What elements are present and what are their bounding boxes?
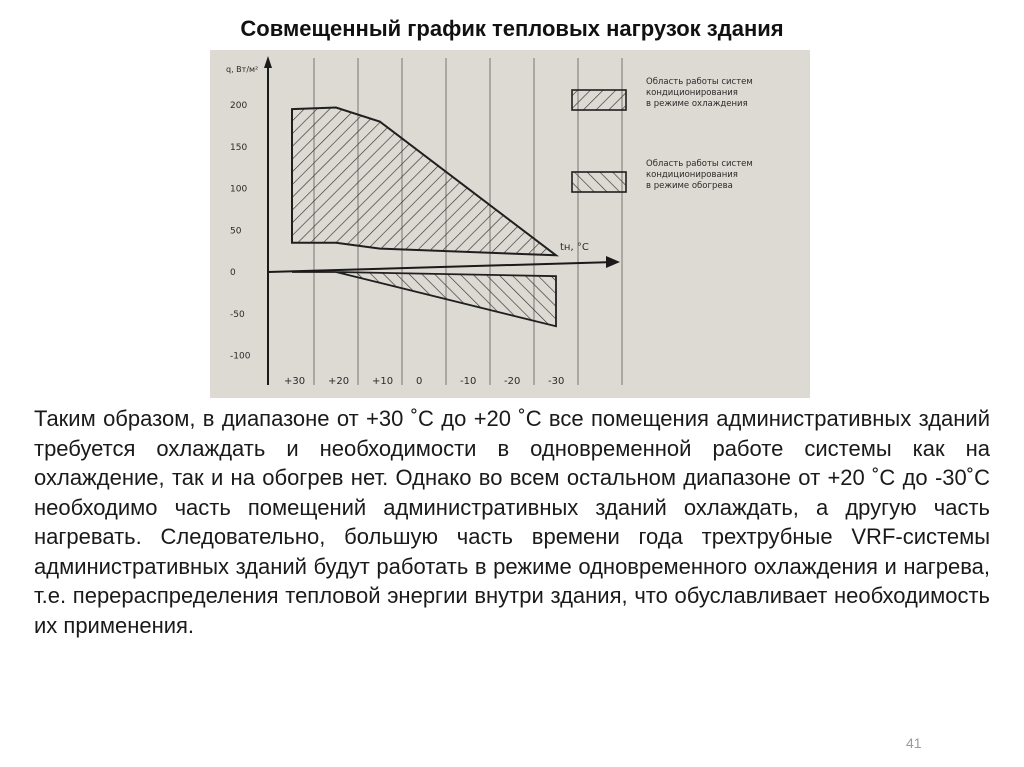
- x-tick-label: +10: [372, 376, 394, 387]
- x-tick-label: +30: [284, 376, 306, 387]
- slide-title: Совмещенный график тепловых нагрузок здания: [240, 16, 784, 41]
- body-paragraph: Таким образом, в диапазоне от +30 ˚С до +20 ˚С все помещения административных зданий требуется охлаждать и необходимости в одновременной работе системы как на охлаждение, так и на обогрев нет. Однако во всем остальном диапазоне от +20 ˚С до -30˚С необходимо часть помещений административных зданий охлаждать, а другую часть нагревать. Следовательно, большую часть времени года трехтрубные VRF-системы административных зданий будут работать в режиме одновременного охлаждения и нагрева, т.е. перераспределения тепловой энергии внутри здания, что обуславливает необходимость их применения.: [34, 406, 990, 638]
- y-tick-label: 0: [230, 268, 236, 278]
- legend-label: в режиме охлаждения: [646, 99, 748, 109]
- y-tick-label: 50: [230, 226, 242, 237]
- y-tick-label: -50: [230, 309, 245, 320]
- heating-area: [292, 272, 556, 326]
- y-tick-label: 100: [230, 184, 248, 195]
- cooling-area: [292, 108, 556, 256]
- x-axis-label: tн, °С: [560, 242, 589, 253]
- page-number: 41: [906, 735, 922, 751]
- legend-swatch: [572, 90, 626, 110]
- legend-label: в режиме обогрева: [646, 181, 733, 191]
- y-axis-arrow: [264, 56, 272, 68]
- y-tick-label: -100: [230, 351, 251, 362]
- x-tick-label: -20: [504, 376, 521, 387]
- legend-label: Область работы систем: [646, 159, 753, 169]
- y-tick-label: 150: [230, 142, 248, 153]
- x-tick-label: +20: [328, 376, 350, 387]
- thermal-load-chart: [210, 50, 810, 398]
- legend-label: кондиционирования: [646, 88, 738, 98]
- legend-label: Область работы систем: [646, 77, 753, 87]
- x-tick-label: -30: [548, 376, 565, 387]
- x-tick-label: -10: [460, 376, 477, 387]
- legend-label: кондиционирования: [646, 170, 738, 180]
- x-tick-label: 0: [416, 376, 423, 387]
- legend-swatch: [572, 172, 626, 192]
- x-axis-arrow: [606, 256, 620, 268]
- chart-figure: [210, 50, 810, 398]
- y-tick-label: 200: [230, 101, 248, 111]
- x-axis: [268, 262, 615, 272]
- y-axis-label: q, Вт/м²: [226, 65, 259, 74]
